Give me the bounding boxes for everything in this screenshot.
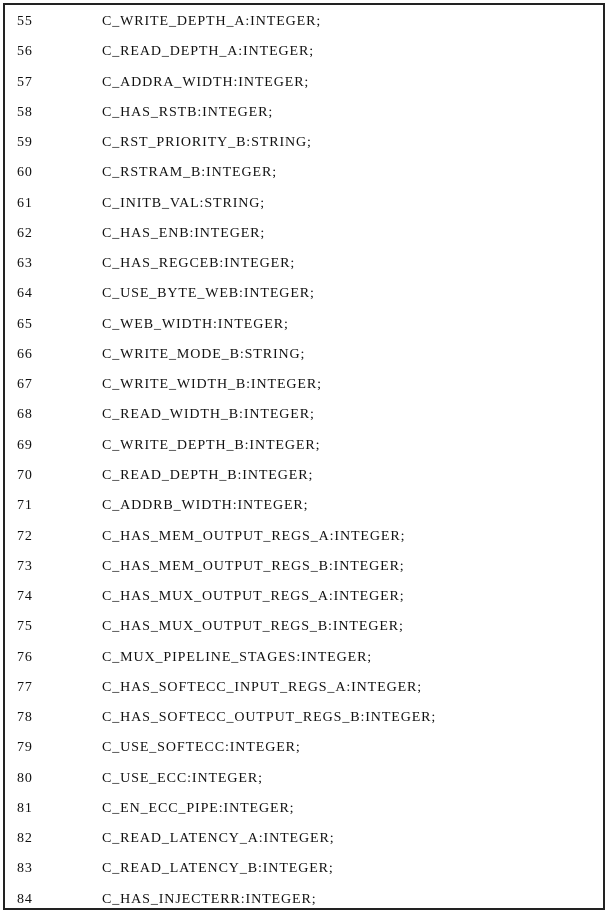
line-code: C_WRITE_WIDTH_B:INTEGER; — [102, 377, 322, 393]
code-line — [5, 556, 603, 586]
line-number: 70 — [17, 467, 33, 483]
line-number: 81 — [17, 800, 33, 816]
line-code: C_HAS_INJECTERR:INTEGER; — [102, 891, 317, 907]
line-number: 84 — [17, 891, 33, 907]
code-line — [5, 526, 603, 556]
line-number: 68 — [17, 407, 33, 423]
line-code: C_HAS_RSTB:INTEGER; — [102, 104, 274, 120]
line-code: C_HAS_MEM_OUTPUT_REGS_B:INTEGER; — [102, 558, 405, 574]
code-line — [5, 72, 603, 102]
line-code: C_HAS_MUX_OUTPUT_REGS_B:INTEGER; — [102, 619, 404, 635]
line-number: 72 — [17, 528, 33, 544]
code-line — [5, 616, 603, 646]
line-code: C_HAS_ENB:INTEGER; — [102, 225, 266, 241]
code-line — [5, 495, 603, 525]
line-code: C_USE_SOFTECC:INTEGER; — [102, 740, 301, 756]
code-line — [5, 586, 603, 616]
code-line — [5, 314, 603, 344]
line-number: 77 — [17, 679, 33, 695]
code-line — [5, 404, 603, 434]
line-code: C_HAS_REGCEB:INTEGER; — [102, 256, 296, 272]
code-line — [5, 41, 603, 71]
line-number: 79 — [17, 740, 33, 756]
line-code: C_MUX_PIPELINE_STAGES:INTEGER; — [102, 649, 373, 665]
line-code: C_ADDRA_WIDTH:INTEGER; — [102, 74, 310, 90]
line-number: 73 — [17, 558, 33, 574]
line-code: C_READ_LATENCY_B:INTEGER; — [102, 861, 334, 877]
line-code: C_RST_PRIORITY_B:STRING; — [102, 135, 312, 151]
line-code: C_USE_BYTE_WEB:INTEGER; — [102, 286, 315, 302]
line-number: 80 — [17, 770, 33, 786]
line-number: 60 — [17, 165, 33, 181]
line-number: 66 — [17, 346, 33, 362]
line-number: 83 — [17, 861, 33, 877]
line-code: C_INITB_VAL:STRING; — [102, 195, 266, 211]
line-code: C_HAS_SOFTECC_OUTPUT_REGS_B:INTEGER; — [102, 710, 437, 726]
line-code: C_HAS_MUX_OUTPUT_REGS_A:INTEGER; — [102, 589, 405, 605]
code-line — [5, 889, 603, 919]
line-number: 63 — [17, 256, 33, 272]
code-line — [5, 193, 603, 223]
code-line — [5, 435, 603, 465]
code-listing-frame — [3, 3, 605, 910]
code-line — [5, 11, 603, 41]
code-line — [5, 162, 603, 192]
line-number: 67 — [17, 377, 33, 393]
line-number: 71 — [17, 498, 33, 514]
code-line — [5, 858, 603, 888]
code-line — [5, 374, 603, 404]
code-line — [5, 647, 603, 677]
line-code: C_READ_DEPTH_A:INTEGER; — [102, 44, 315, 60]
code-line — [5, 798, 603, 828]
line-code: C_HAS_MEM_OUTPUT_REGS_A:INTEGER; — [102, 528, 406, 544]
line-number: 56 — [17, 44, 33, 60]
line-code: C_READ_WIDTH_B:INTEGER; — [102, 407, 315, 423]
line-number: 57 — [17, 74, 33, 90]
line-number: 62 — [17, 225, 33, 241]
line-code: C_WRITE_DEPTH_A:INTEGER; — [102, 14, 322, 29]
line-code: C_WRITE_DEPTH_B:INTEGER; — [102, 437, 321, 453]
line-number: 76 — [17, 649, 33, 665]
code-line — [5, 768, 603, 798]
line-code: C_READ_DEPTH_B:INTEGER; — [102, 467, 314, 483]
code-line — [5, 132, 603, 162]
code-listing — [5, 11, 603, 919]
code-line — [5, 677, 603, 707]
line-code: C_RSTRAM_B:INTEGER; — [102, 165, 278, 181]
line-number: 69 — [17, 437, 33, 453]
code-line — [5, 283, 603, 313]
code-line — [5, 223, 603, 253]
code-line — [5, 707, 603, 737]
line-number: 58 — [17, 104, 33, 120]
line-code: C_WEB_WIDTH:INTEGER; — [102, 316, 289, 332]
code-line — [5, 828, 603, 858]
line-number: 75 — [17, 619, 33, 635]
line-number: 59 — [17, 135, 33, 151]
line-code: C_EN_ECC_PIPE:INTEGER; — [102, 800, 295, 816]
code-line — [5, 102, 603, 132]
line-number: 64 — [17, 286, 33, 302]
line-code: C_READ_LATENCY_A:INTEGER; — [102, 831, 335, 847]
line-number: 78 — [17, 710, 33, 726]
line-code: C_WRITE_MODE_B:STRING; — [102, 346, 306, 362]
line-number: 65 — [17, 316, 33, 332]
line-code: C_ADDRB_WIDTH:INTEGER; — [102, 498, 309, 514]
code-line — [5, 737, 603, 767]
code-line — [5, 465, 603, 495]
line-code: C_HAS_SOFTECC_INPUT_REGS_A:INTEGER; — [102, 679, 423, 695]
line-number: 82 — [17, 831, 33, 847]
line-number: 61 — [17, 195, 33, 211]
code-line — [5, 344, 603, 374]
line-number: 55 — [17, 14, 33, 29]
code-line — [5, 253, 603, 283]
line-code: C_USE_ECC:INTEGER; — [102, 770, 263, 786]
line-number: 74 — [17, 589, 33, 605]
